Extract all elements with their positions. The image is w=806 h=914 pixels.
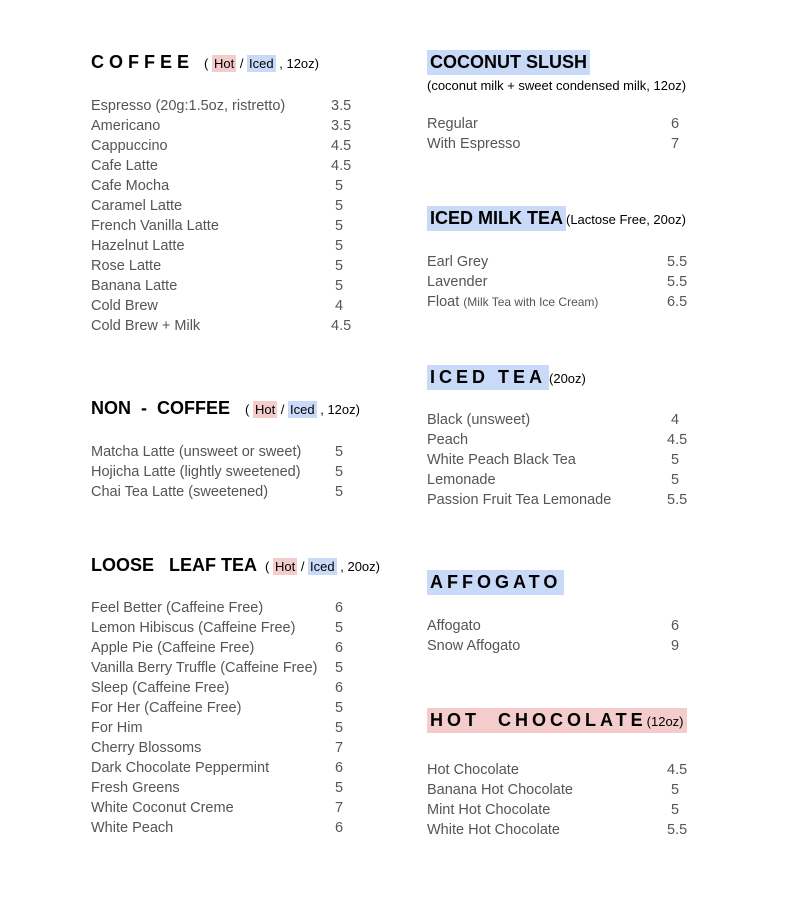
item-price: 4.5: [331, 318, 352, 334]
coffee-section: [91, 52, 391, 334]
section-title: HOT CHOCOLATE: [430, 710, 647, 730]
item-detail: (Milk Tea with Ice Cream): [463, 295, 599, 309]
item-price: 5: [335, 620, 344, 636]
coconut-slush-header: [427, 50, 767, 74]
item-price: 6: [335, 600, 344, 616]
menu-item: [91, 276, 344, 296]
menu-item: [427, 430, 688, 450]
menu-item: [427, 470, 680, 490]
affogato-header: [427, 570, 767, 594]
item-name: Fresh Greens: [91, 780, 180, 796]
item-name: Passion Fruit Tea Lemonade: [427, 492, 612, 508]
item-name: White Peach Black Tea: [427, 452, 576, 468]
item-name: Black (unsweet): [427, 412, 531, 428]
item-name: Hazelnut Latte: [91, 238, 185, 254]
affogato-list: [427, 616, 680, 656]
iced-milk-tea-header: [427, 206, 767, 230]
menu-item: [427, 636, 680, 656]
item-price: 4.5: [331, 138, 352, 154]
hot-chocolate-section: [427, 708, 767, 838]
serving-note: ( Hot / Iced , 12oz): [245, 402, 360, 417]
item-price: 6: [335, 680, 344, 696]
hot-chocolate-list: [427, 760, 688, 840]
section-subtitle: (coconut milk + sweet condensed milk, 12oz): [427, 78, 687, 93]
item-price: 5: [335, 444, 344, 460]
item-name: Vanilla Berry Truffle (Caffeine Free): [91, 660, 318, 676]
menu-item: [91, 196, 344, 216]
item-name: Hot Chocolate: [427, 762, 519, 778]
item-price: 5: [671, 452, 680, 468]
menu-item: [91, 818, 344, 838]
item-price: 5: [335, 660, 344, 676]
item-price: 7: [335, 800, 344, 816]
iced-label: Iced: [310, 559, 335, 574]
menu-item: [91, 256, 344, 276]
item-name: Espresso (20g:1.5oz, ristretto): [91, 98, 286, 114]
item-name: Apple Pie (Caffeine Free): [91, 640, 255, 656]
menu-item: [427, 252, 688, 272]
item-price: 5: [335, 178, 344, 194]
item-price: 5: [335, 700, 344, 716]
coconut-slush-section: [427, 50, 767, 152]
item-price: 5: [335, 218, 344, 234]
menu-item: [91, 758, 344, 778]
item-price: 9: [671, 638, 680, 654]
item-price: 3.5: [331, 98, 352, 114]
item-name: Hojicha Latte (lightly sweetened): [91, 464, 301, 480]
menu-item: [427, 114, 680, 134]
menu-item: [91, 176, 344, 196]
header-highlight: [427, 708, 687, 733]
item-name: Lemonade: [427, 472, 496, 488]
iced-tea-section: [427, 365, 767, 508]
non-coffee-list: [91, 442, 344, 502]
item-name: French Vanilla Latte: [91, 218, 219, 234]
section-title: ICED TEA: [427, 365, 549, 390]
non-coffee-section: [91, 398, 391, 500]
item-name: White Coconut Creme: [91, 800, 234, 816]
item-price: 5: [335, 258, 344, 274]
item-name: Cafe Latte: [91, 158, 158, 174]
item-price: 5: [671, 782, 680, 798]
menu-item: [91, 738, 344, 758]
loose-leaf-header: [91, 555, 401, 579]
menu-item: [91, 296, 344, 316]
item-name: Cafe Mocha: [91, 178, 170, 194]
menu-item: [91, 598, 344, 618]
item-name: For Her (Caffeine Free): [91, 700, 242, 716]
menu-item: [91, 482, 344, 502]
hot-label: Hot: [254, 402, 276, 417]
item-price: 5.5: [667, 492, 688, 508]
menu-item: [427, 760, 688, 780]
item-price: 5.5: [667, 274, 688, 290]
item-name: Float: [427, 294, 460, 310]
item-price: 4.5: [667, 432, 688, 448]
item-name: Regular: [427, 116, 478, 132]
menu-item: [427, 272, 688, 292]
item-name: Banana Hot Chocolate: [427, 782, 573, 798]
section-title: AFFOGATO: [427, 570, 564, 595]
item-name: Cold Brew: [91, 298, 158, 314]
menu-item: [427, 780, 680, 800]
menu-item: [427, 292, 688, 312]
item-price: 5: [671, 802, 680, 818]
item-name: Matcha Latte (unsweet or sweet): [91, 444, 302, 460]
item-price: 7: [335, 740, 344, 756]
menu-item: [91, 658, 344, 678]
hot-label: Hot: [274, 559, 296, 574]
item-name: Chai Tea Latte (sweetened): [91, 484, 269, 500]
menu-item: [91, 316, 352, 336]
item-price: 4: [671, 412, 680, 428]
item-name: Feel Better (Caffeine Free): [91, 600, 264, 616]
menu-item: [91, 698, 344, 718]
hot-label: Hot: [213, 56, 235, 71]
non-coffee-header: [91, 398, 391, 422]
serving-note: (20oz): [549, 371, 586, 386]
menu-item: [427, 490, 688, 510]
item-name: Affogato: [427, 618, 481, 634]
iced-tea-header: [427, 365, 767, 389]
item-price: 5: [671, 472, 680, 488]
item-price: 6: [671, 618, 680, 634]
menu-item: [91, 462, 344, 482]
item-price: 6: [335, 760, 344, 776]
item-name: White Peach: [91, 820, 174, 836]
item-name: Earl Grey: [427, 254, 489, 270]
menu-item: [91, 442, 344, 462]
iced-label: Iced: [290, 402, 315, 417]
item-name: Dark Chocolate Peppermint: [91, 760, 270, 776]
item-name: White Hot Chocolate: [427, 822, 560, 838]
menu-item: [91, 718, 344, 738]
serving-note: ( Hot / Iced , 12oz): [204, 56, 319, 71]
item-price: 5: [335, 484, 344, 500]
coconut-slush-list: [427, 114, 680, 154]
item-name: Cold Brew + Milk: [91, 318, 201, 334]
item-name: Mint Hot Chocolate: [427, 802, 551, 818]
coffee-list: [91, 96, 352, 336]
item-price: 5: [335, 198, 344, 214]
iced-tea-list: [427, 410, 688, 510]
item-name: Cappuccino: [91, 138, 168, 154]
item-price: 4.5: [667, 762, 688, 778]
menu-item: [91, 116, 352, 136]
iced-label: Iced: [249, 56, 274, 71]
menu-item: [91, 156, 352, 176]
section-title: LOOSE LEAF TEA: [91, 555, 258, 575]
menu-item: [91, 798, 344, 818]
menu-item: [91, 638, 344, 658]
menu-item: [427, 410, 680, 430]
menu-item: [91, 136, 352, 156]
item-price: 6.5: [667, 294, 688, 310]
item-name: Sleep (Caffeine Free): [91, 680, 230, 696]
section-title: COFFEE: [91, 52, 195, 72]
section-title: ICED MILK TEA: [427, 206, 566, 231]
menu-item: [427, 134, 680, 154]
item-price: 5: [335, 780, 344, 796]
menu-item: [427, 820, 688, 840]
item-price: 5.5: [667, 822, 688, 838]
affogato-section: [427, 570, 767, 654]
item-price: 6: [671, 116, 680, 132]
hot-chocolate-header: [427, 708, 767, 732]
item-name: For Him: [91, 720, 143, 736]
item-price: 6: [335, 820, 344, 836]
item-price: 6: [335, 640, 344, 656]
item-name: Lavender: [427, 274, 488, 290]
item-name: Americano: [91, 118, 161, 134]
loose-leaf-tea-section: [91, 555, 401, 836]
item-price: 5.5: [667, 254, 688, 270]
serving-note: (Lactose Free, 20oz): [566, 212, 686, 227]
menu-item: [427, 450, 680, 470]
item-name: Peach: [427, 432, 469, 448]
loose-leaf-list: [91, 598, 344, 838]
item-name: Caramel Latte: [91, 198, 183, 214]
menu-item: [91, 96, 352, 116]
menu-item: [91, 678, 344, 698]
item-price: 4.5: [331, 158, 352, 174]
menu-item: [91, 618, 344, 638]
item-price: 4: [335, 298, 344, 314]
menu-item: [427, 616, 680, 636]
section-title: NON - COFFEE: [91, 398, 230, 418]
item-price: 5: [335, 720, 344, 736]
iced-milk-tea-section: [427, 206, 767, 310]
item-name: Cherry Blossoms: [91, 740, 202, 756]
item-name: Snow Affogato: [427, 638, 521, 654]
menu-item: [91, 778, 344, 798]
item-name: Rose Latte: [91, 258, 162, 274]
item-price: 7: [671, 136, 680, 152]
serving-note: ( Hot / Iced , 20oz): [265, 559, 380, 574]
menu-item: [427, 800, 680, 820]
item-price: 5: [335, 278, 344, 294]
item-name: Banana Latte: [91, 278, 178, 294]
serving-note: (12oz): [646, 714, 684, 729]
iced-milk-tea-list: [427, 252, 688, 312]
item-price: 5: [335, 464, 344, 480]
menu-item: [91, 216, 344, 236]
section-title: COCONUT SLUSH: [427, 50, 590, 75]
item-price: 5: [335, 238, 344, 254]
item-name: With Espresso: [427, 136, 521, 152]
menu-item: [91, 236, 344, 256]
item-price: 3.5: [331, 118, 352, 134]
item-name: Lemon Hibiscus (Caffeine Free): [91, 620, 296, 636]
coffee-header: [91, 52, 391, 76]
